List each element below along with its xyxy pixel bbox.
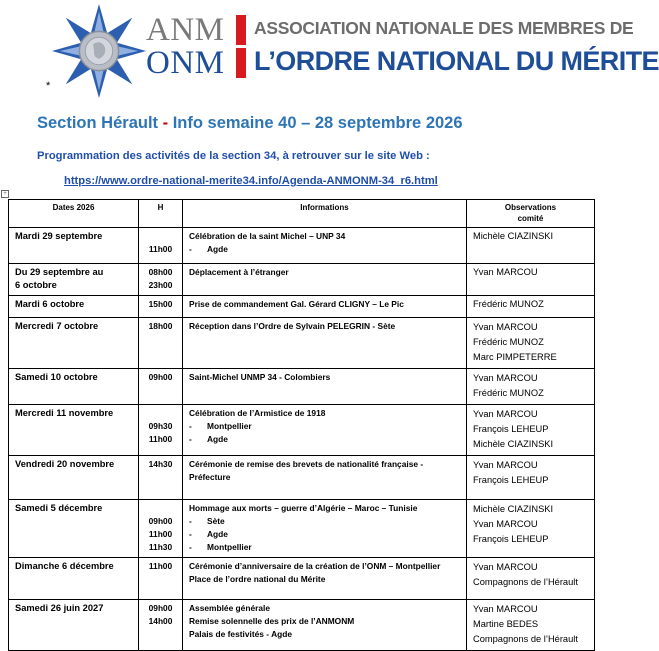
hour-text: 11h00 bbox=[148, 434, 173, 444]
table-row bbox=[9, 369, 595, 405]
info-cell bbox=[183, 296, 467, 318]
title-info: Info semaine 40 – 28 septembre 2026 bbox=[172, 114, 463, 132]
observer-name: Frédéric MUNOZ bbox=[473, 337, 544, 347]
agenda-link[interactable]: https://www.ordre-national-merite34.info/Agenda-ANMONM-34_r6.html bbox=[64, 175, 438, 187]
observer-name: Yvan MARCOU bbox=[473, 460, 538, 470]
info-text: Célébration de l’Armistice de 1918 bbox=[189, 408, 326, 418]
title-section: Section Hérault bbox=[37, 114, 159, 132]
hour-text: 18h00 bbox=[148, 321, 173, 331]
info-cell bbox=[183, 228, 467, 264]
hour-cell bbox=[139, 296, 183, 318]
table-row bbox=[9, 296, 595, 318]
info-text: Déplacement à l’étranger bbox=[189, 267, 289, 277]
observer-name: Yvan MARCOU bbox=[473, 562, 538, 572]
info-text: Cérémonie d’anniversaire de la création de l’ONM – Montpellier bbox=[189, 561, 441, 571]
date-cell bbox=[9, 600, 139, 651]
info-bullet-item bbox=[189, 243, 460, 256]
observer-name: François LEHEUP bbox=[473, 534, 549, 544]
bullet-dash: - bbox=[189, 421, 192, 431]
table-row bbox=[9, 228, 595, 264]
observer-name: François LEHEUP bbox=[473, 475, 549, 485]
bullet-dash: - bbox=[189, 244, 192, 254]
red-bar-top bbox=[236, 15, 246, 45]
observation-cell bbox=[467, 264, 595, 296]
observer-name: Martine BEDES bbox=[473, 619, 539, 629]
page-title bbox=[37, 114, 463, 133]
onm-medal-logo bbox=[50, 2, 148, 100]
hour-text: 11h00 bbox=[148, 244, 173, 254]
observation-cell bbox=[467, 296, 595, 318]
info-cell bbox=[183, 369, 467, 405]
bullet-dash: - bbox=[189, 542, 192, 552]
date-cell bbox=[9, 558, 139, 600]
info-bullet-item bbox=[189, 515, 460, 528]
date-cell bbox=[9, 500, 139, 558]
info-bullet-item bbox=[189, 433, 460, 446]
observer-name: Yvan MARCOU bbox=[473, 409, 538, 419]
date-cell bbox=[9, 228, 139, 264]
date-text: Samedi 10 octobre bbox=[15, 372, 98, 382]
header-observations-line2: comité bbox=[517, 214, 544, 223]
hour-cell bbox=[139, 318, 183, 369]
agenda-table bbox=[8, 199, 595, 651]
date-cell bbox=[9, 405, 139, 456]
observer-name: Michèle CIAZINSKI bbox=[473, 439, 554, 449]
hour-cell bbox=[139, 600, 183, 651]
observer-name: Yvan MARCOU bbox=[473, 604, 538, 614]
bullet-dash: - bbox=[189, 516, 192, 526]
hour-cell bbox=[139, 558, 183, 600]
date-cell bbox=[9, 456, 139, 500]
table-row bbox=[9, 264, 595, 296]
table-row bbox=[9, 558, 595, 600]
observer-name: Michèle CIAZINSKI bbox=[473, 504, 554, 514]
info-cell bbox=[183, 456, 467, 500]
ordre-name: L’ORDRE NATIONAL DU MÉRITE bbox=[254, 46, 659, 76]
asterisk-mark: * bbox=[46, 80, 51, 92]
info-bullet-text: Agde bbox=[207, 244, 228, 254]
info-text: Cérémonie de remise des brevets de nationalité française - bbox=[189, 459, 424, 469]
hour-text: 14h00 bbox=[148, 616, 173, 626]
header-observations-line1: Observations bbox=[504, 203, 557, 212]
hour-text: 11h00 bbox=[148, 529, 173, 539]
hour-cell bbox=[139, 264, 183, 296]
info-bullet-item bbox=[189, 420, 460, 433]
observation-cell bbox=[467, 500, 595, 558]
observation-cell bbox=[467, 369, 595, 405]
observation-cell bbox=[467, 318, 595, 369]
table-row bbox=[9, 318, 595, 369]
info-bullet-text: Montpellier bbox=[207, 542, 252, 552]
observation-cell bbox=[467, 558, 595, 600]
table-row bbox=[9, 500, 595, 558]
observer-name: Frédéric MUNOZ bbox=[473, 388, 544, 398]
date-text: Du 29 septembre au bbox=[15, 267, 104, 277]
page-header bbox=[0, 0, 659, 100]
info-text: Palais de festivités - Agde bbox=[189, 629, 293, 639]
agenda-table-body bbox=[9, 228, 595, 651]
header-informations: Informations bbox=[183, 200, 467, 228]
info-text: Réception dans l’Ordre de Sylvain PELEGRIN - Sète bbox=[189, 321, 396, 331]
hour-cell bbox=[139, 500, 183, 558]
info-cell bbox=[183, 500, 467, 558]
hour-cell bbox=[139, 228, 183, 264]
date-text: Mercredi 7 octobre bbox=[15, 321, 99, 331]
date-text: Samedi 26 juin 2027 bbox=[15, 603, 104, 613]
date-text: 6 octobre bbox=[15, 280, 57, 290]
info-bullet-text: Sète bbox=[207, 516, 225, 526]
logo-anm-text: ANM bbox=[146, 12, 225, 48]
info-text: Assemblée générale bbox=[189, 603, 271, 613]
info-cell bbox=[183, 600, 467, 651]
header-observations bbox=[467, 200, 595, 228]
hour-text: 23h00 bbox=[148, 280, 173, 290]
info-text: Célébration de la saint Michel – UNP 34 bbox=[189, 231, 346, 241]
table-header-row bbox=[9, 200, 595, 228]
date-text: Mardi 6 octobre bbox=[15, 299, 85, 309]
hour-text: 09h30 bbox=[148, 421, 173, 431]
observation-cell bbox=[467, 405, 595, 456]
observer-name: Yvan MARCOU bbox=[473, 322, 538, 332]
observer-name: François LEHEUP bbox=[473, 424, 549, 434]
info-cell bbox=[183, 318, 467, 369]
date-cell bbox=[9, 318, 139, 369]
date-cell bbox=[9, 264, 139, 296]
hour-text: 14h30 bbox=[148, 459, 173, 469]
observer-name: Michèle CIAZINSKI bbox=[473, 231, 554, 241]
hour-text: 08h00 bbox=[148, 267, 173, 277]
table-row bbox=[9, 405, 595, 456]
date-text: Mercredi 11 novembre bbox=[15, 408, 114, 418]
table-row bbox=[9, 456, 595, 500]
info-text: Place de l’ordre national du Mérite bbox=[189, 574, 326, 584]
hour-cell bbox=[139, 405, 183, 456]
observer-name: Yvan MARCOU bbox=[473, 373, 538, 383]
hour-text bbox=[145, 502, 176, 515]
observer-name: Compagnons de l’Hérault bbox=[473, 634, 578, 644]
header-hour: H bbox=[139, 200, 183, 228]
hour-text: 11h00 bbox=[148, 561, 173, 571]
info-bullet-item bbox=[189, 528, 460, 541]
info-text: Prise de commandement Gal. Gérard CLIGNY – Le Pic bbox=[189, 299, 404, 309]
hour-cell bbox=[139, 369, 183, 405]
info-cell bbox=[183, 558, 467, 600]
date-text: Dimanche 6 décembre bbox=[15, 561, 114, 571]
date-cell bbox=[9, 296, 139, 318]
hour-text bbox=[145, 407, 176, 420]
table-row bbox=[9, 600, 595, 651]
info-text: Hommage aux morts – guerre d’Algérie – Maroc – Tunisie bbox=[189, 503, 418, 513]
hour-text: 15h00 bbox=[148, 299, 173, 309]
observer-name: Compagnons de l’Hérault bbox=[473, 577, 578, 587]
title-separator: - bbox=[158, 114, 173, 132]
info-cell bbox=[183, 405, 467, 456]
hour-text bbox=[145, 230, 176, 243]
date-text: Vendredi 20 novembre bbox=[15, 459, 115, 469]
observer-name: Marc PIMPETERRE bbox=[473, 352, 557, 362]
hour-text: 09h00 bbox=[148, 603, 173, 613]
date-text: Mardi 29 septembre bbox=[15, 231, 103, 241]
red-bar-bottom bbox=[236, 48, 246, 78]
hour-text: 11h30 bbox=[148, 542, 173, 552]
bullet-dash: - bbox=[189, 434, 192, 444]
association-name: ASSOCIATION NATIONALE DES MEMBRES DE bbox=[254, 18, 634, 38]
logo-onm-text: ONM bbox=[146, 45, 225, 81]
header-dates: Dates 2026 bbox=[9, 200, 139, 228]
observation-cell bbox=[467, 228, 595, 264]
observer-name: Frédéric MUNOZ bbox=[473, 299, 544, 309]
date-cell bbox=[9, 369, 139, 405]
table-move-handle-icon[interactable]: + bbox=[1, 190, 9, 198]
observer-name: Yvan MARCOU bbox=[473, 267, 538, 277]
info-bullet-text: Agde bbox=[207, 434, 228, 444]
observation-cell bbox=[467, 600, 595, 651]
hour-text: 09h00 bbox=[148, 516, 173, 526]
observer-name: Yvan MARCOU bbox=[473, 519, 538, 529]
info-cell bbox=[183, 264, 467, 296]
programme-text: Programmation des activités de la section 34, à retrouver sur le site Web : bbox=[37, 150, 430, 162]
hour-cell bbox=[139, 456, 183, 500]
info-text: Préfecture bbox=[189, 472, 231, 482]
bullet-dash: - bbox=[189, 529, 192, 539]
info-bullet-text: Montpellier bbox=[207, 421, 252, 431]
info-text: Saint-Michel UNMP 34 - Colombiers bbox=[189, 372, 331, 382]
observation-cell bbox=[467, 456, 595, 500]
info-bullet-text: Agde bbox=[207, 529, 228, 539]
info-text: Remise solennelle des prix de l’ANMONM bbox=[189, 616, 355, 626]
info-bullet-item bbox=[189, 541, 460, 554]
hour-text: 09h00 bbox=[148, 372, 173, 382]
date-text: Samedi 5 décembre bbox=[15, 503, 103, 513]
